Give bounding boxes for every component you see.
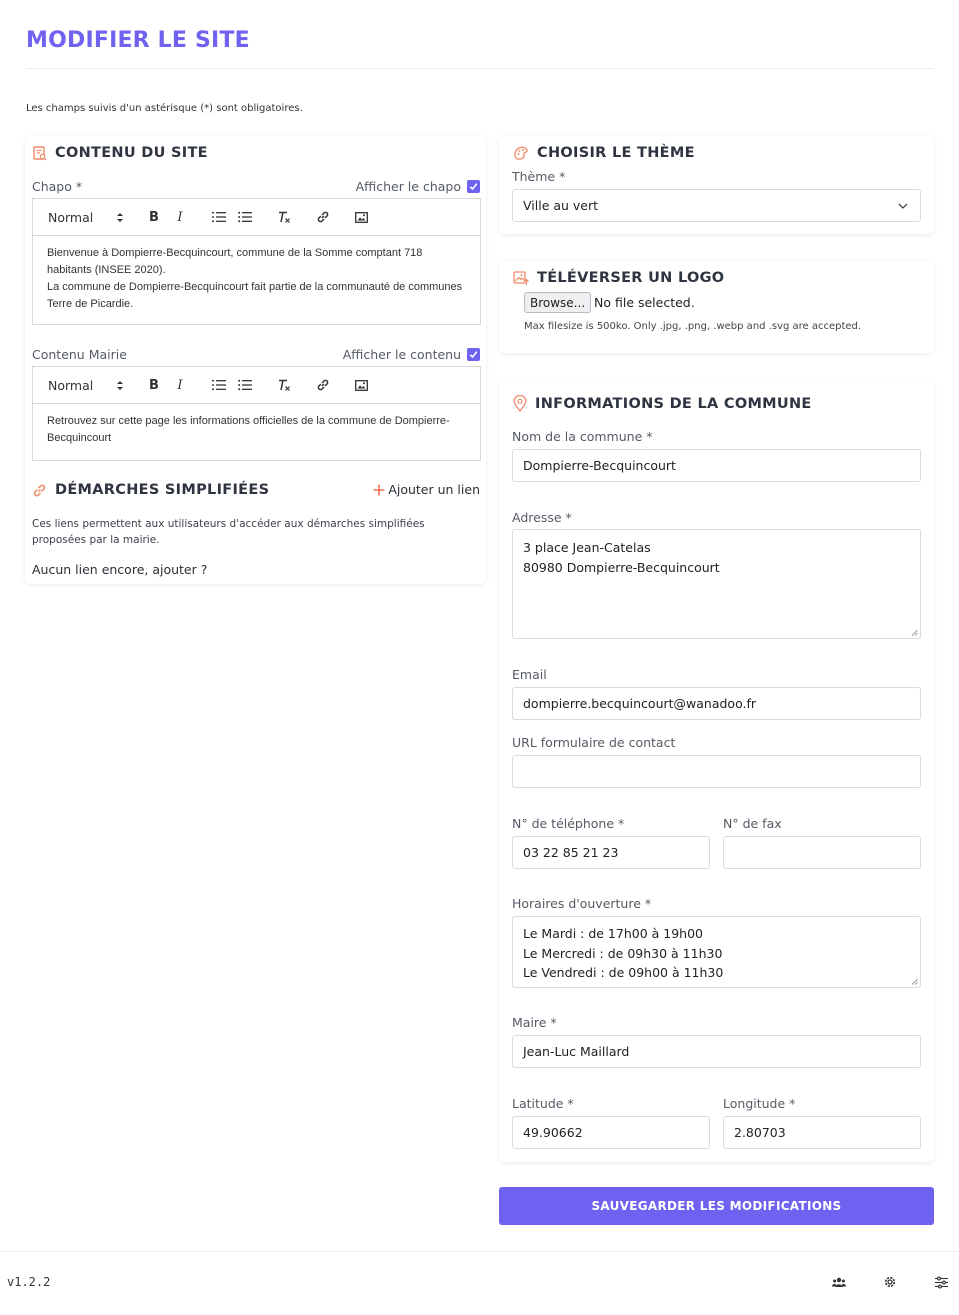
- mayor-label: Maire *: [512, 1015, 557, 1030]
- latitude-input[interactable]: [512, 1116, 710, 1149]
- theme-card: [499, 136, 934, 234]
- theme-title: [513, 145, 695, 161]
- theme-label: Thème *: [512, 169, 566, 184]
- show-content-checkbox[interactable]: [467, 348, 480, 361]
- chevron-down-icon: [898, 203, 908, 209]
- chapo-format-value: Normal: [48, 209, 94, 225]
- clear-format-icon[interactable]: [276, 207, 292, 227]
- show-content-label: Afficher le contenu: [342, 347, 461, 362]
- address-line: 80980 Dompierre-Becquincourt: [523, 559, 720, 575]
- settings-gear-icon[interactable]: [882, 1274, 898, 1290]
- bullet-list-icon[interactable]: [237, 207, 253, 227]
- link-icon[interactable]: [315, 375, 331, 395]
- longitude-label: Longitude *: [723, 1096, 796, 1111]
- contact-url-input[interactable]: [512, 755, 921, 788]
- footer-divider: [0, 1251, 959, 1252]
- mairie-editor[interactable]: [32, 404, 481, 461]
- image-icon[interactable]: [353, 207, 369, 227]
- commune-name-input[interactable]: [512, 449, 921, 482]
- save-changes-button[interactable]: SAUVEGARDER LES MODIFICATIONS: [499, 1187, 934, 1225]
- longitude-value: 2.80703: [734, 1125, 786, 1140]
- logo-upload-hint: Max filesize is 500ko. Only .jpg, .png, .webp and .svg are accepted.: [524, 321, 862, 332]
- contact-url-label: URL formulaire de contact: [512, 735, 676, 750]
- plus-icon: [373, 484, 385, 496]
- image-icon[interactable]: [353, 375, 369, 395]
- palette-icon: [513, 146, 529, 160]
- mayor-input[interactable]: [512, 1035, 921, 1068]
- select-arrows-icon: [115, 375, 125, 395]
- chapo-editor-toolbar: [32, 198, 481, 236]
- mairie-format-value: Normal: [48, 377, 94, 393]
- commune-title: [513, 395, 812, 412]
- commune-card: [499, 380, 934, 1162]
- commune-name-label: Nom de la commune *: [512, 429, 653, 444]
- logo-title: [513, 270, 724, 286]
- checkmark-icon: [469, 182, 478, 191]
- phone-input[interactable]: [512, 836, 710, 869]
- title-divider: [26, 68, 934, 69]
- users-icon[interactable]: [831, 1274, 847, 1290]
- resize-grip-icon[interactable]: [911, 978, 918, 985]
- latitude-label: Latitude *: [512, 1096, 574, 1111]
- show-chapo-checkbox[interactable]: [467, 180, 480, 193]
- latitude-value: 49.90662: [523, 1125, 583, 1140]
- fax-label: N° de fax: [723, 816, 782, 831]
- site-content-title: [33, 145, 208, 161]
- site-content-title-text: CONTENU DU SITE: [55, 145, 208, 161]
- add-link-label: Ajouter un lien: [388, 482, 480, 497]
- chapo-text-line: Bienvenue à Dompierre-Becquincourt, commune de la Somme comptant 718 habitants (INSEE 2020).: [47, 247, 423, 276]
- logo-card: [499, 261, 934, 353]
- image-upload-icon: [513, 270, 529, 286]
- app-version: v1.2.2: [7, 1275, 51, 1289]
- theme-title-text: CHOISIR LE THÈME: [537, 145, 695, 161]
- mairie-content-label: Contenu Mairie: [32, 347, 127, 362]
- opening-hours-line: Le Mercredi : de 09h30 à 11h30: [523, 945, 723, 961]
- site-content-card: [25, 136, 486, 584]
- document-search-icon: [33, 146, 47, 161]
- demarches-title-text: DÉMARCHES SIMPLIFIÉES: [55, 482, 270, 498]
- clear-format-icon[interactable]: [276, 375, 292, 395]
- chapo-text-line: La commune de Dompierre-Becquincourt fait partie de la communauté de communes Terre de Picardie.: [47, 281, 463, 310]
- mayor-value: Jean-Luc Maillard: [523, 1044, 630, 1059]
- location-pin-icon: [513, 395, 527, 412]
- resize-grip-icon[interactable]: [911, 629, 918, 636]
- email-label: Email: [512, 667, 547, 682]
- phone-value: 03 22 85 21 23: [523, 845, 619, 860]
- opening-hours-textarea[interactable]: [512, 916, 921, 988]
- email-input[interactable]: [512, 687, 921, 720]
- chapo-label: Chapo *: [32, 179, 83, 194]
- link-icon: [32, 483, 47, 498]
- bold-icon[interactable]: B: [149, 377, 159, 393]
- bullet-list-icon[interactable]: [237, 375, 253, 395]
- add-link-button[interactable]: [373, 482, 480, 497]
- fax-input[interactable]: [723, 836, 921, 869]
- theme-selected-value: Ville au vert: [523, 198, 599, 213]
- demarches-description: Ces liens permettent aux utilisateurs d'accéder aux démarches simplifiées proposées par la mairie.: [32, 518, 425, 546]
- ordered-list-icon[interactable]: [211, 375, 227, 395]
- required-fields-note: Les champs suivis d'un astérisque (*) sont obligatoires.: [26, 103, 303, 114]
- mairie-text-line: Retrouvez sur cette page les informations officielles de la commune de Dompierre-Becquincourt: [47, 415, 450, 444]
- demarches-empty-link[interactable]: Aucun lien encore, ajouter ?: [32, 562, 208, 577]
- phone-label: N° de téléphone *: [512, 816, 625, 831]
- longitude-input[interactable]: [723, 1116, 921, 1149]
- checkmark-icon: [469, 350, 478, 359]
- commune-title-text: INFORMATIONS DE LA COMMUNE: [535, 395, 812, 412]
- chapo-editor[interactable]: [32, 236, 481, 325]
- link-icon[interactable]: [315, 207, 331, 227]
- theme-select[interactable]: [512, 189, 921, 222]
- address-line: 3 place Jean-Catelas: [523, 540, 651, 555]
- browse-button[interactable]: [524, 292, 591, 313]
- bold-icon[interactable]: B: [149, 209, 159, 225]
- italic-icon[interactable]: I: [177, 209, 183, 225]
- logo-title-text: TÉLÉVERSER UN LOGO: [537, 270, 725, 286]
- sliders-icon[interactable]: [933, 1274, 949, 1290]
- demarches-title: [32, 482, 269, 498]
- select-arrows-icon: [115, 207, 125, 227]
- opening-hours-line: Le Mardi : de 17h00 à 19h00: [523, 926, 704, 941]
- address-label: Adresse *: [512, 510, 572, 525]
- browse-button-label: Browse...: [530, 295, 586, 310]
- opening-hours-label: Horaires d'ouverture *: [512, 896, 652, 911]
- opening-hours-line: Le Vendredi : de 09h00 à 11h30: [523, 965, 724, 980]
- show-chapo-label: Afficher le chapo: [355, 179, 461, 194]
- file-status: No file selected.: [594, 295, 695, 310]
- mairie-editor-toolbar: [32, 366, 481, 404]
- email-value: dompierre.becquincourt@wanadoo.fr: [523, 696, 757, 711]
- page-title: MODIFIER LE SITE: [26, 28, 250, 53]
- italic-icon[interactable]: I: [177, 377, 183, 393]
- address-textarea[interactable]: [512, 529, 921, 639]
- commune-name-value: Dompierre-Becquincourt: [523, 458, 676, 473]
- ordered-list-icon[interactable]: [211, 207, 227, 227]
